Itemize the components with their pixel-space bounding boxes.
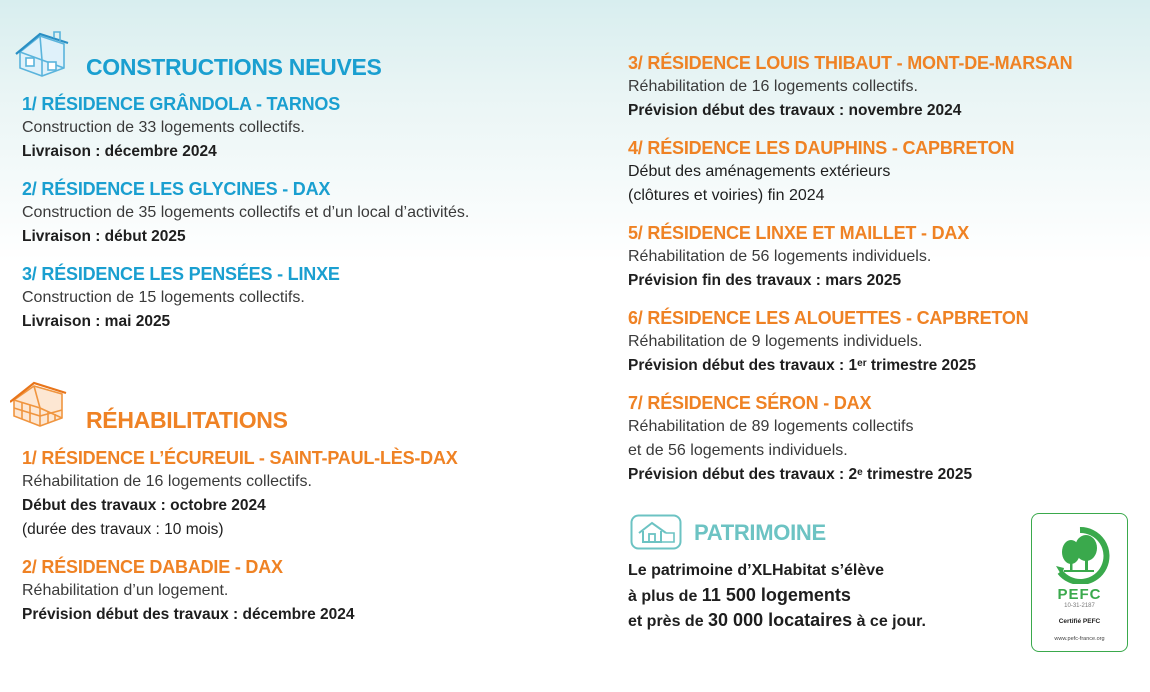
item-description: Réhabilitation de 56 logements individuels. — [628, 248, 932, 265]
patrimoine-line: Le patrimoine d’XLHabitat s’élève — [628, 562, 885, 579]
item-date: Prévision fin des travaux : mars 2025 — [628, 272, 902, 289]
house-construction-icon — [14, 30, 72, 85]
pefc-url: www.pefc-france.org — [1054, 636, 1105, 642]
housing-count: 11 500 logements — [701, 585, 851, 605]
list-item — [628, 51, 1072, 123]
list-item — [628, 391, 972, 487]
list-item — [22, 92, 340, 164]
pefc-code: 10-31-2187 — [1064, 603, 1095, 609]
item-description: Construction de 33 logements collectifs. — [22, 119, 305, 136]
item-description: Construction de 35 logements collectifs et d’un local d’activités. — [22, 204, 470, 221]
item-description: Réhabilitation de 16 logements collectifs. — [628, 78, 918, 95]
tenant-count: 30 000 locataires — [708, 610, 853, 630]
item-title: 1/ RÉSIDENCE L’ÉCUREUIL - SAINT-PAUL-LÈS-DAX — [22, 448, 458, 468]
item-description: Réhabilitation de 89 logements collectifs — [628, 418, 914, 435]
item-title: 2/ RÉSIDENCE DABADIE - DAX — [22, 557, 283, 577]
list-item — [22, 177, 469, 249]
item-title: 1/ RÉSIDENCE GRÂNDOLA - TARNOS — [22, 94, 341, 114]
patrimoine-line: et près de 30 000 locataires à ce jour. — [628, 610, 926, 630]
item-description: (clôtures et voiries) fin 2024 — [628, 187, 825, 204]
item-description: et de 56 logements individuels. — [628, 442, 848, 459]
item-title: 7/ RÉSIDENCE SÉRON - DAX — [628, 393, 872, 413]
list-item — [22, 555, 355, 627]
item-title: 2/ RÉSIDENCE LES GLYCINES - DAX — [22, 179, 331, 199]
house-outline-icon — [630, 514, 682, 555]
item-date: Livraison : décembre 2024 — [22, 143, 217, 160]
item-date: Prévision début des travaux : décembre 2024 — [22, 606, 355, 623]
list-item — [22, 446, 458, 542]
section-title: CONSTRUCTIONS NEUVES — [86, 54, 382, 80]
list-item — [22, 262, 340, 334]
pefc-logo-icon — [1050, 526, 1110, 584]
item-description: Réhabilitation d’un logement. — [22, 582, 229, 599]
section-title: RÉHABILITATIONS — [86, 407, 288, 433]
item-date: Prévision début des travaux : novembre 2024 — [628, 102, 962, 119]
patrimoine-line: à plus de 11 500 logements — [628, 585, 851, 605]
item-date: Livraison : mai 2025 — [22, 313, 171, 330]
pefc-badge — [1031, 513, 1128, 652]
item-date: Prévision début des travaux : 2e trimestre 2025 — [628, 466, 973, 483]
item-description: Début des aménagements extérieurs — [628, 163, 891, 180]
item-title: 6/ RÉSIDENCE LES ALOUETTES - CAPBRETON — [628, 308, 1029, 328]
item-title: 5/ RÉSIDENCE LINXE ET MAILLET - DAX — [628, 223, 970, 243]
list-item — [628, 306, 1028, 378]
item-date: Livraison : début 2025 — [22, 228, 186, 245]
list-item — [628, 136, 1014, 208]
item-title: 3/ RÉSIDENCE LOUIS THIBAUT - MONT-DE-MARSAN — [628, 53, 1073, 73]
item-date: Prévision début des travaux : 1er trimestre 2025 — [628, 357, 977, 374]
item-description: Réhabilitation de 16 logements collectifs. — [22, 473, 312, 490]
item-title: 4/ RÉSIDENCE LES DAUPHINS - CAPBRETON — [628, 138, 1015, 158]
list-item — [628, 221, 969, 293]
item-title: 3/ RÉSIDENCE LES PENSÉES - LINXE — [22, 264, 340, 284]
pefc-name: PEFC — [1057, 586, 1102, 603]
building-frame-icon — [10, 380, 70, 433]
item-description: Réhabilitation de 9 logements individuels. — [628, 333, 923, 350]
item-note: (durée des travaux : 10 mois) — [22, 521, 224, 538]
section-title: PATRIMOINE — [694, 520, 826, 545]
item-description: Construction de 15 logements collectifs. — [22, 289, 305, 306]
pefc-cert: Certifié PEFC — [1058, 618, 1101, 625]
item-date: Début des travaux : octobre 2024 — [22, 497, 266, 514]
